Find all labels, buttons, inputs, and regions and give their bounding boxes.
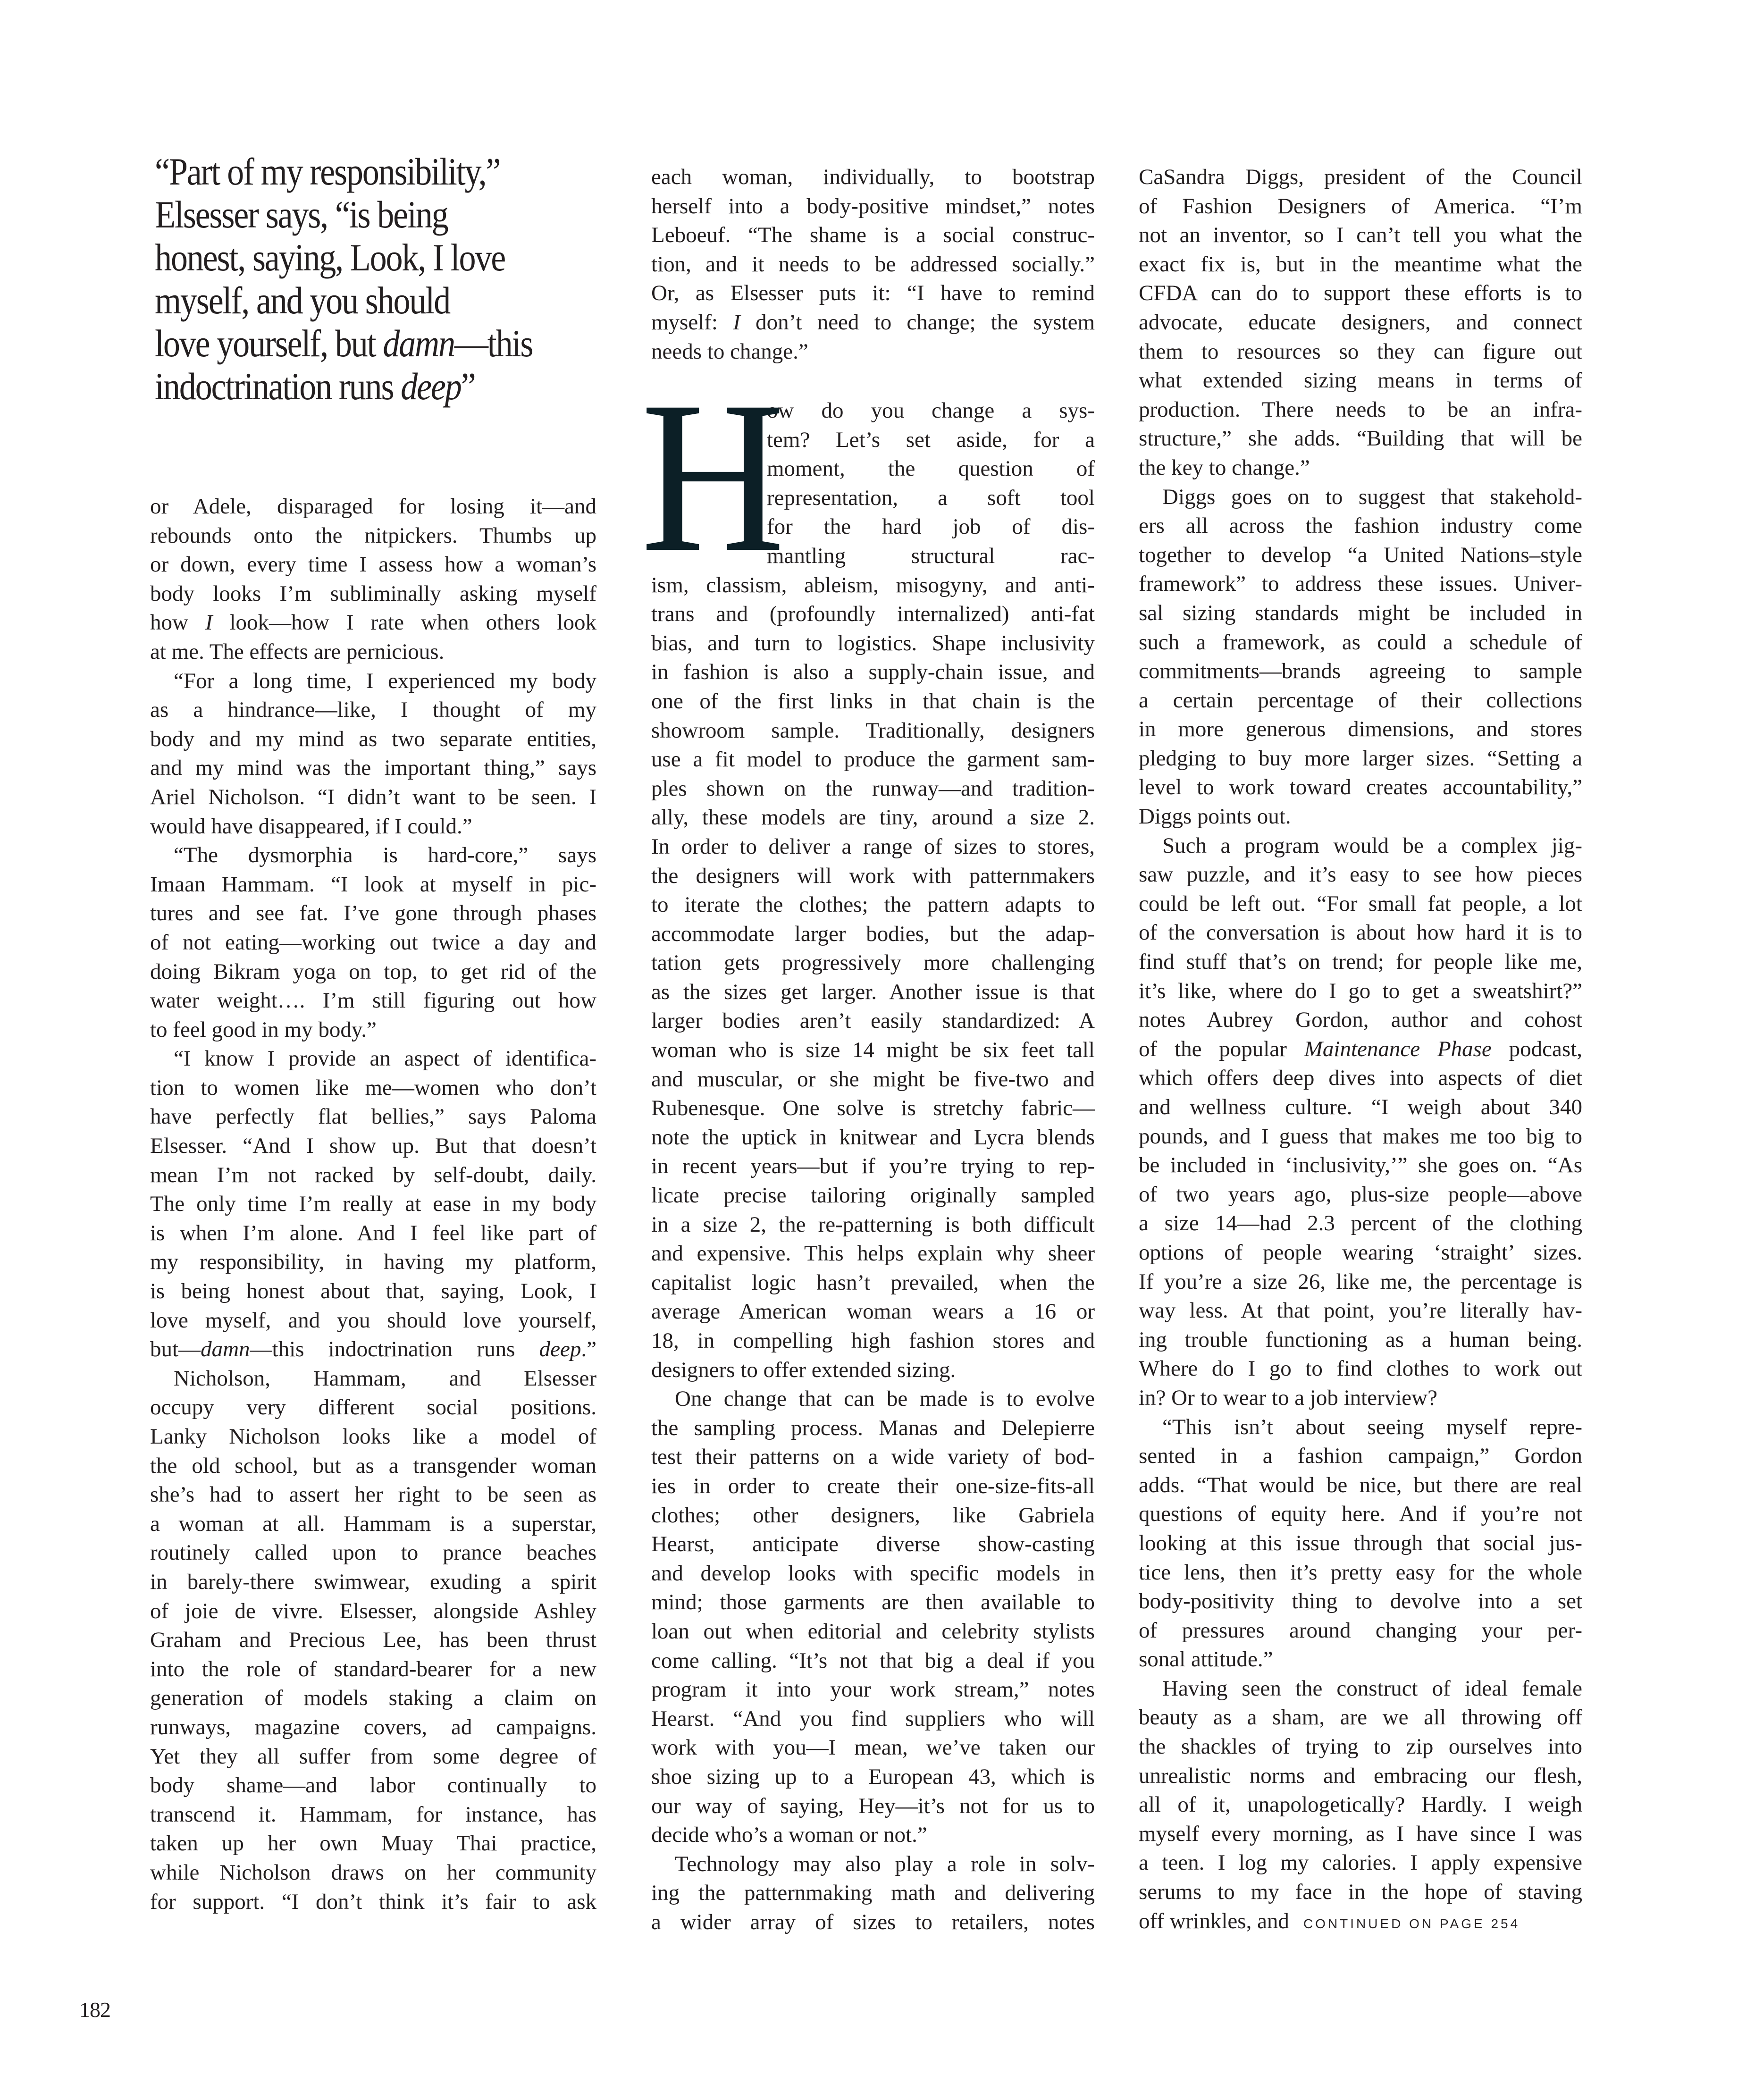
text-line: a size 14—had 2.3 percent of the clothing bbox=[1139, 1211, 1582, 1236]
text-line: ally, these models are tiny, around a size 2. bbox=[651, 805, 1095, 830]
emphasis: I bbox=[205, 610, 213, 635]
text-line: tice lens, then it’s pretty easy for the whole bbox=[1139, 1560, 1582, 1585]
text-line: Diggs goes on to suggest that stakehold- bbox=[1162, 484, 1582, 509]
text-line: of the popular Maintenance Phase podcast, bbox=[1139, 1036, 1582, 1061]
text-line: bias, and turn to logistics. Shape inclusivity bbox=[651, 630, 1095, 655]
text-line: unrealistic norms and embracing our flesh, bbox=[1139, 1763, 1582, 1788]
emphasis: Maintenance Phase bbox=[1304, 1036, 1492, 1061]
pull-quote-line: indoctrination runs deep” bbox=[155, 365, 475, 408]
text-line: each woman, individually, to bootstrap bbox=[651, 165, 1095, 189]
emphasis: deep bbox=[401, 365, 461, 408]
text-line: trans and (profoundly internalized) anti-fat bbox=[651, 602, 1095, 627]
text-line: note the uptick in knitwear and Lycra blends bbox=[651, 1125, 1095, 1150]
text-line: designers to offer extended sizing. bbox=[651, 1357, 956, 1382]
text-line: how I look—how I rate when others look bbox=[150, 610, 596, 635]
text-line: If you’re a size 26, like me, the percentage is bbox=[1139, 1269, 1582, 1294]
pull-quote-line: Elsesser says, “is being bbox=[155, 193, 448, 236]
text-line: mean I’m not racked by self-doubt, daily. bbox=[150, 1162, 596, 1187]
text-line: body and my mind as two separate entities, bbox=[150, 726, 596, 751]
text-line: into the role of standard-bearer for a new bbox=[150, 1656, 596, 1681]
text-line: as the sizes get larger. Another issue is that bbox=[651, 979, 1095, 1004]
text-line: to feel good in my body.” bbox=[150, 1017, 377, 1042]
text-line: or Adele, disparaged for losing it—and bbox=[150, 494, 596, 519]
text-line: level to work toward creates accountability,” bbox=[1139, 775, 1582, 800]
text-line: rebounds onto the nitpickers. Thumbs up bbox=[150, 523, 596, 548]
text-line: to iterate the clothes; the pattern adapts to bbox=[651, 892, 1095, 917]
text-line: or down, every time I assess how a woman’s bbox=[150, 552, 596, 577]
text-line: in barely-there swimwear, exuding a spirit bbox=[150, 1569, 596, 1594]
text-line: Nicholson, Hammam, and Elsesser bbox=[174, 1366, 596, 1391]
continued-on-page-link[interactable]: CONTINUED ON PAGE 254 bbox=[1303, 1916, 1520, 1931]
text-line: beauty as a sham, are we all throwing off bbox=[1139, 1705, 1582, 1730]
text-line: together to develop “a United Nations–style bbox=[1139, 542, 1582, 567]
text-line: Such a program would be a complex jig- bbox=[1162, 833, 1582, 858]
text-line: saw puzzle, and it’s easy to see how pieces bbox=[1139, 862, 1582, 887]
text-line: and develop looks with specific models in bbox=[651, 1561, 1095, 1586]
text-line: and muscular, or she might be five-two and bbox=[651, 1067, 1095, 1092]
column-3-body bbox=[1139, 163, 1582, 1936]
text-line: of not eating—working out twice a day and bbox=[150, 930, 596, 955]
emphasis: damn bbox=[201, 1337, 250, 1362]
text-line: needs to change.” bbox=[651, 339, 808, 364]
text-line: body looks I’m subliminally asking myself bbox=[150, 581, 596, 606]
text-line: body-positivity thing to devolve into a set bbox=[1139, 1589, 1582, 1614]
pull-quote-line: “Part of my responsibility,” bbox=[155, 150, 500, 193]
text-line: shoe sizing up to a European 43, which is bbox=[651, 1764, 1095, 1789]
text-line: ing the patternmaking math and delivering bbox=[651, 1881, 1095, 1906]
text-line: Hearst, anticipate diverse show-casting bbox=[651, 1532, 1095, 1557]
text-line: adds. “That would be nice, but there are real bbox=[1139, 1472, 1582, 1497]
text-line: serums to my face in the hope of staving bbox=[1139, 1880, 1582, 1905]
text-line: ism, classism, ableism, misogyny, and anti- bbox=[651, 572, 1095, 597]
text-line: doing Bikram yoga on top, to get rid of the bbox=[150, 959, 596, 984]
text-line: way less. At that point, you’re literally hav- bbox=[1139, 1298, 1582, 1323]
text-line: our way of saying, Hey—it’s not for us to bbox=[651, 1793, 1095, 1818]
text-line: sented in a fashion campaign,” Gordon bbox=[1139, 1444, 1582, 1469]
text-line: a wider array of sizes to retailers, notes bbox=[651, 1909, 1095, 1934]
text-line: occupy very different social positions. bbox=[150, 1395, 596, 1420]
text-line: moment, the question of bbox=[767, 456, 1095, 481]
text-line: a certain percentage of their collections bbox=[1139, 688, 1582, 713]
text-line: them to resources so they can figure out bbox=[1139, 339, 1582, 364]
text-line: “I know I provide an aspect of identifica- bbox=[174, 1046, 596, 1071]
text-line: herself into a body-positive mindset,” notes bbox=[651, 193, 1095, 218]
text-line: for support. “I don’t think it’s fair to ask bbox=[150, 1889, 596, 1914]
text-line: is being honest about that, saying, Look, I bbox=[150, 1279, 596, 1304]
text-line: she’s had to assert her right to be seen as bbox=[150, 1482, 596, 1507]
text-line: Imaan Hammam. “I look at myself in pic- bbox=[150, 872, 596, 897]
text-line: pledging to buy more larger sizes. “Setting a bbox=[1139, 746, 1582, 771]
text-line: come calling. “It’s not that big a deal if you bbox=[651, 1648, 1095, 1673]
text-line: in fashion is also a supply-chain issue, and bbox=[651, 660, 1095, 685]
text-line: framework” to address these issues. Univer- bbox=[1139, 571, 1582, 596]
emphasis: damn bbox=[383, 322, 454, 365]
text-line: options of people wearing ‘straight’ sizes. bbox=[1139, 1240, 1582, 1265]
text-line: and wellness culture. “I weigh about 340 bbox=[1139, 1095, 1582, 1119]
text-line: “The dysmorphia is hard-core,” says bbox=[174, 843, 596, 868]
text-line: as a hindrance—like, I thought of my bbox=[150, 697, 596, 722]
text-line: Or, as Elsesser puts it: “I have to remind bbox=[651, 281, 1095, 306]
text-line: Yet they all suffer from some degree of bbox=[150, 1744, 596, 1769]
text-line: the key to change.” bbox=[1139, 455, 1310, 480]
text-line: a woman at all. Hammam is a superstar, bbox=[150, 1511, 596, 1536]
text-line: would have disappeared, if I could.” bbox=[150, 814, 472, 839]
text-line: Rubenesque. One solve is stretchy fabric— bbox=[651, 1096, 1095, 1121]
text-line: larger bodies aren’t easily standardized: A bbox=[651, 1008, 1095, 1033]
text-line: In order to deliver a range of sizes to stores, bbox=[651, 834, 1095, 859]
text-line: tion to women like me—women who don’t bbox=[150, 1075, 596, 1100]
column-2-opening bbox=[651, 163, 1095, 366]
text-line: myself: I don’t need to change; the system bbox=[651, 310, 1095, 335]
text-line: runways, magazine covers, ad campaigns. bbox=[150, 1714, 596, 1739]
emphasis: deep bbox=[539, 1337, 581, 1362]
text-line: for the hard job of dis- bbox=[767, 514, 1095, 539]
text-line: the shackles of trying to zip ourselves into bbox=[1139, 1734, 1582, 1759]
text-line: one of the first links in that chain is the bbox=[651, 689, 1095, 714]
text-line: program it into your work stream,” notes bbox=[651, 1677, 1095, 1702]
text-line: off wrinkles, and CONTINUED ON PAGE 254 bbox=[1139, 1908, 1520, 1933]
text-line: questions of equity here. And if you’re not bbox=[1139, 1502, 1582, 1527]
text-line: generation of models staking a claim on bbox=[150, 1686, 596, 1711]
text-line: representation, a soft tool bbox=[767, 485, 1095, 510]
text-line: and expensive. This helps explain why sheer bbox=[651, 1241, 1095, 1266]
text-line: looking at this issue through that social jus- bbox=[1139, 1530, 1582, 1555]
text-line: a teen. I log my calories. I apply expensive bbox=[1139, 1850, 1582, 1875]
pull-quote-line: honest, saying, Look, I love bbox=[155, 236, 505, 279]
text-line: water weight…. I’m still figuring out how bbox=[150, 988, 596, 1013]
text-line: tion, and it needs to be addressed socially.” bbox=[651, 252, 1095, 277]
text-line: of Fashion Designers of America. “I’m bbox=[1139, 193, 1582, 218]
text-line: mind; those garments are then available to bbox=[651, 1590, 1095, 1615]
text-line: routinely called upon to prance beaches bbox=[150, 1540, 596, 1565]
text-line: accommodate larger bodies, but the adap- bbox=[651, 921, 1095, 946]
text-line: tation gets progressively more challenging bbox=[651, 950, 1095, 975]
text-line: CaSandra Diggs, president of the Council bbox=[1139, 165, 1582, 189]
text-line: the old school, but as a transgender woman bbox=[150, 1453, 596, 1478]
text-line: One change that can be made is to evolve bbox=[675, 1386, 1095, 1411]
text-line: sal sizing standards might be included in bbox=[1139, 600, 1582, 625]
text-line: 18, in compelling high fashion stores and bbox=[651, 1328, 1095, 1353]
text-line: licate precise tailoring originally sampled bbox=[651, 1183, 1095, 1208]
text-line: my responsibility, in having my platform, bbox=[150, 1250, 596, 1275]
text-line: Technology may also play a role in solv- bbox=[675, 1851, 1095, 1876]
text-line: mantling structural rac- bbox=[767, 543, 1095, 568]
text-line: in recent years—but if you’re trying to rep- bbox=[651, 1154, 1095, 1179]
text-line: what extended sizing means in terms of bbox=[1139, 368, 1582, 393]
text-line: decide who’s a woman or not.” bbox=[651, 1823, 927, 1848]
text-line: loan out when editorial and celebrity stylists bbox=[651, 1619, 1095, 1644]
text-line: taken up her own Muay Thai practice, bbox=[150, 1831, 596, 1856]
text-line: the sampling process. Manas and Delepierre bbox=[651, 1415, 1095, 1440]
text-line: structure,” she adds. “Building that will be bbox=[1139, 426, 1582, 451]
text-line: Hearst. “And you find suppliers who will bbox=[651, 1706, 1095, 1731]
page-number: 182 bbox=[79, 1998, 110, 2022]
text-line: of two years ago, plus-size people—above bbox=[1139, 1182, 1582, 1207]
text-line: test their patterns on a wide variety of bod- bbox=[651, 1445, 1095, 1470]
text-line: and my mind was the important thing,” says bbox=[150, 756, 596, 781]
text-line: all of it, unapologetically? Hardly. I weigh bbox=[1139, 1792, 1582, 1817]
text-line: advocate, educate designers, and connect bbox=[1139, 310, 1582, 335]
text-line: of the conversation is about how hard it is to bbox=[1139, 920, 1582, 945]
text-line: while Nicholson draws on her community bbox=[150, 1860, 596, 1885]
text-line: body shame—and labor continually to bbox=[150, 1773, 596, 1798]
text-line: such a framework, as could a schedule of bbox=[1139, 630, 1582, 655]
text-line: exact fix is, but in the meantime what the bbox=[1139, 252, 1582, 277]
text-line: The only time I’m really at ease in my body bbox=[150, 1192, 596, 1217]
text-line: production. There needs to be an infra- bbox=[1139, 397, 1582, 422]
text-line: Elsesser. “And I show up. But that doesn’t bbox=[150, 1134, 596, 1159]
text-line: love myself, and you should love yourself, bbox=[150, 1308, 596, 1333]
column-2-body bbox=[651, 396, 1095, 1937]
text-line: the designers will work with patternmakers bbox=[651, 863, 1095, 888]
text-line: be included in ‘inclusivity,’” she goes on. “As bbox=[1139, 1153, 1582, 1178]
drop-cap-section bbox=[641, 356, 1095, 1937]
text-line: Where do I go to find clothes to work out bbox=[1139, 1356, 1582, 1381]
text-line: of joie de vivre. Elsesser, alongside Ashley bbox=[150, 1598, 596, 1623]
text-line: is when I’m alone. And I feel like part of bbox=[150, 1220, 596, 1245]
text-line: ers all across the fashion industry come bbox=[1139, 513, 1582, 538]
text-line: of pressures around changing your per- bbox=[1139, 1618, 1582, 1643]
text-line: notes Aubrey Gordon, author and cohost bbox=[1139, 1008, 1582, 1033]
text-line: Lanky Nicholson looks like a model of bbox=[150, 1424, 596, 1449]
text-line: “This isn’t about seeing myself repre- bbox=[1162, 1414, 1582, 1439]
text-line: sonal attitude.” bbox=[1139, 1647, 1273, 1672]
text-line: but—damn—this indoctrination runs deep.” bbox=[150, 1337, 596, 1362]
text-line: Graham and Precious Lee, has been thrust bbox=[150, 1628, 596, 1653]
text-line: not an inventor, so I can’t tell you what the bbox=[1139, 223, 1582, 248]
text-line: find stuff that’s on trend; for people like me, bbox=[1139, 949, 1582, 974]
pull-quote-line: myself, and you should bbox=[155, 279, 450, 322]
text-line: myself every morning, as I have since I was bbox=[1139, 1821, 1582, 1846]
text-line: woman who is size 14 might be six feet tall bbox=[651, 1038, 1095, 1063]
text-line: tures and see fat. I’ve gone through phases bbox=[150, 901, 596, 926]
pull-quote-line: love yourself, but damn—this bbox=[155, 322, 533, 365]
text-line: CFDA can do to support these efforts is to bbox=[1139, 281, 1582, 306]
text-line: ies in order to create their one-size-fits-all bbox=[651, 1473, 1095, 1498]
text-line: ples shown on the runway—and tradition- bbox=[651, 776, 1095, 801]
text-line: “For a long time, I experienced my body bbox=[174, 668, 596, 693]
column-1-body bbox=[150, 492, 596, 1916]
text-line: could be left out. “For small fat people, a lot bbox=[1139, 891, 1582, 916]
text-line: commitments—brands agreeing to sample bbox=[1139, 659, 1582, 684]
text-line: it’s like, where do I go to get a sweatshirt?” bbox=[1139, 978, 1582, 1003]
text-line: work with you—I mean, we’ve taken our bbox=[651, 1735, 1095, 1760]
text-line: have perfectly flat bellies,” says Paloma bbox=[150, 1104, 596, 1129]
text-line: ing trouble functioning as a human being. bbox=[1139, 1327, 1582, 1352]
text-line: in a size 2, the re-patterning is both difficult bbox=[651, 1212, 1095, 1237]
text-line: Ariel Nicholson. “I didn’t want to be seen. I bbox=[150, 784, 596, 809]
text-line: use a fit model to produce the garment sam- bbox=[651, 747, 1095, 772]
text-line: tem? Let’s set aside, for a bbox=[767, 427, 1095, 452]
drop-cap: H bbox=[641, 356, 785, 597]
text-line: in more generous dimensions, and stores bbox=[1139, 717, 1582, 742]
text-line: Diggs points out. bbox=[1139, 804, 1291, 829]
emphasis: I bbox=[733, 310, 740, 335]
text-line: capitalist logic hasn’t prevailed, when the bbox=[651, 1270, 1095, 1295]
text-line: ow do you change a sys- bbox=[767, 398, 1095, 423]
text-line: Having seen the construct of ideal female bbox=[1162, 1676, 1582, 1701]
text-line: average American woman wears a 16 or bbox=[651, 1299, 1095, 1324]
text-line: transcend it. Hammam, for instance, has bbox=[150, 1802, 596, 1827]
text-line: which offers deep dives into aspects of diet bbox=[1139, 1066, 1582, 1091]
pull-quote bbox=[155, 150, 545, 408]
text-line: showroom sample. Traditionally, designers bbox=[651, 718, 1095, 743]
text-line: Leboeuf. “The shame is a social construc- bbox=[651, 223, 1095, 248]
text-line: in? Or to wear to a job interview? bbox=[1139, 1385, 1437, 1410]
text-line: clothes; other designers, like Gabriela bbox=[651, 1503, 1095, 1528]
text-line: pounds, and I guess that makes me too big to bbox=[1139, 1124, 1582, 1149]
text-line: at me. The effects are pernicious. bbox=[150, 639, 445, 664]
